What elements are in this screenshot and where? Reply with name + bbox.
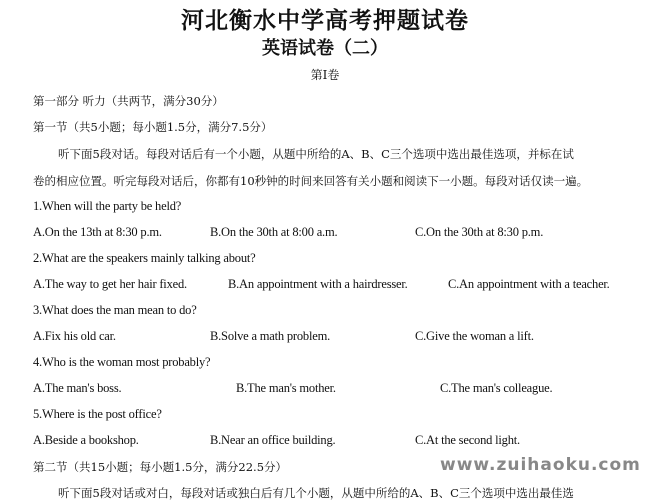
question-5: 5.Where is the post office? [33, 407, 162, 421]
option-2c: C.An appointment with a teacher. [448, 277, 610, 291]
option-5a: A.Beside a bookshop. [33, 433, 139, 447]
option-4a: A.The man's boss. [33, 381, 122, 395]
question-3: 3.What does the man mean to do? [33, 303, 197, 317]
option-3b: B.Solve a math problem. [210, 329, 331, 343]
section2-heading: 第二节（共15小题；每小题1.5分，满分22.5分） [33, 460, 288, 474]
volume-heading: 第Ⅰ卷 [310, 68, 340, 82]
option-3c: C.Give the woman a lift. [415, 329, 534, 343]
option-4b: B.The man's mother. [236, 381, 336, 395]
document-title: 河北衡水中学高考押题试卷 [181, 8, 469, 34]
option-5c: C.At the second light. [415, 433, 520, 447]
watermark: www.zuihaoku.com [440, 455, 641, 475]
part1-heading: 第一部分 听力（共两节，满分30分） [33, 94, 224, 108]
option-1b: B.On the 30th at 8:00 a.m. [210, 225, 338, 239]
option-2b: B.An appointment with a hairdresser. [228, 277, 408, 291]
option-1a: A.On the 13th at 8:30 p.m. [33, 225, 162, 239]
option-2a: A.The way to get her hair fixed. [33, 277, 187, 291]
question-2: 2.What are the speakers mainly talking about? [33, 251, 256, 265]
instructions1-line2: 卷的相应位置。听完每段对话后，你都有10秒钟的时间来回答有关小题和阅读下一小题。每段对话仅读一遍。 [33, 174, 589, 188]
section1-heading: 第一节（共5小题；每小题1.5分，满分7.5分） [33, 120, 273, 134]
question-4: 4.Who is the woman most probably? [33, 355, 211, 369]
instructions2-line1: 听下面5段对话或对白，每段对话或独白后有几个小题，从题中所给的A、B、C三个选项中选出最佳选 [58, 486, 574, 500]
question-1: 1.When will the party be held? [33, 199, 182, 213]
option-1c: C.On the 30th at 8:30 p.m. [415, 225, 544, 239]
option-5b: B.Near an office building. [210, 433, 336, 447]
option-3a: A.Fix his old car. [33, 329, 116, 343]
instructions1-line1: 听下面5段对话。每段对话后有一个小题，从题中所给的A、B、C三个选项中选出最佳选项，并标在试 [58, 147, 574, 161]
option-4c: C.The man's colleague. [440, 381, 553, 395]
document-subtitle: 英语试卷（二） [262, 38, 388, 59]
